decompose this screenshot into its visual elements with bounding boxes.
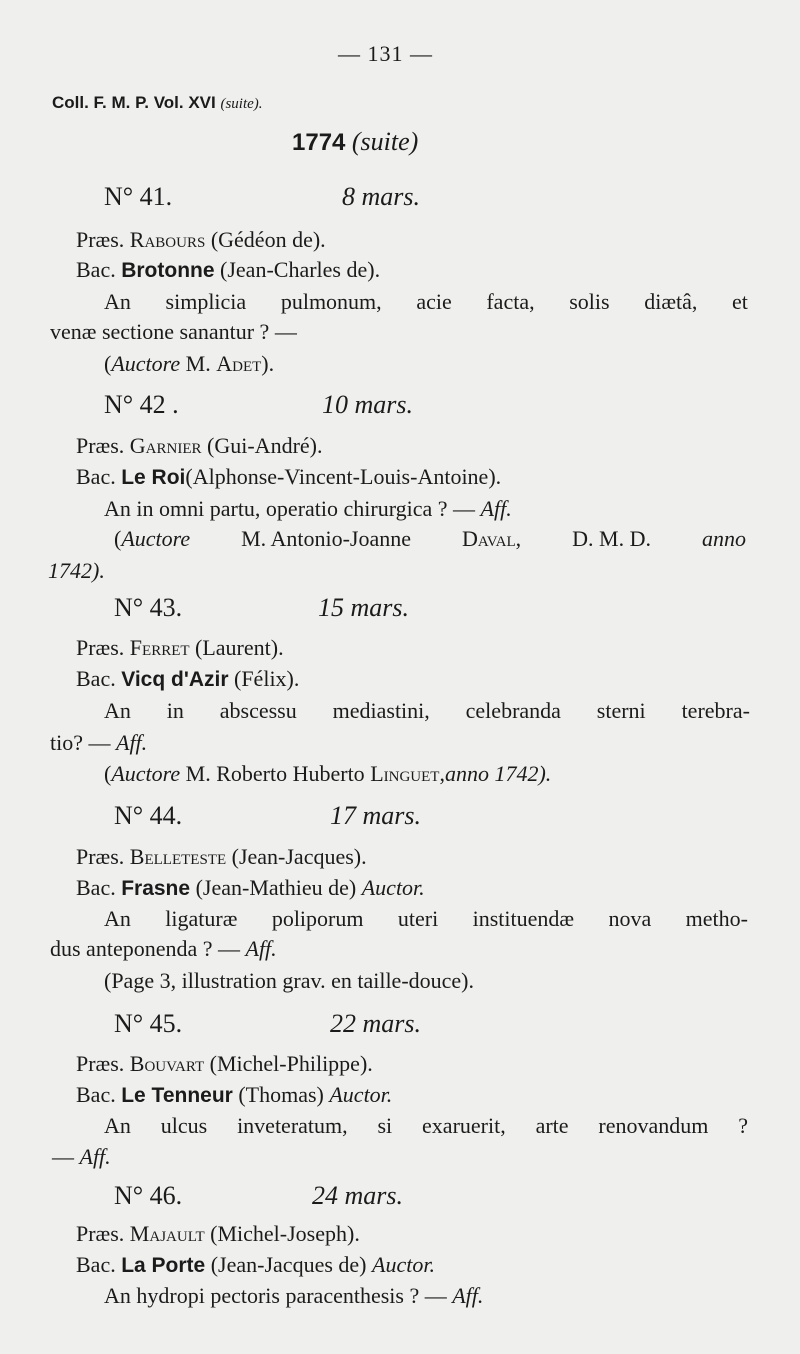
question-line-1	[104, 697, 750, 725]
praeses-name: Garnier	[129, 433, 202, 458]
bachelor-line	[76, 256, 380, 285]
auctor-word: Auctore	[111, 351, 181, 376]
question-text: dus anteponenda ? —	[50, 936, 240, 961]
collection-suite: (suite).	[220, 96, 263, 112]
question-text: An hydropi pectoris paracenthesis ? —	[104, 1283, 447, 1308]
bachelor-line	[76, 665, 299, 694]
question-line-2	[50, 729, 147, 757]
bachelor-given: (Alphonse-Vincent-Louis-Antoine).	[185, 464, 502, 489]
word: instituendæ	[472, 906, 575, 931]
praeses-label: Præs.	[76, 1051, 125, 1076]
question-line-1	[104, 1112, 748, 1140]
bachelor-label: Bac.	[76, 875, 116, 900]
paren: (	[104, 351, 112, 376]
praeses-line	[76, 432, 323, 460]
word: solis	[569, 289, 610, 314]
auctor-mark: Auctor.	[329, 1082, 393, 1107]
entry-number: N° 46.	[114, 1181, 183, 1210]
praeses-given: (Gui-André).	[207, 433, 323, 458]
note-line: (Page 3, illustration grav. en taille-douce).	[104, 968, 475, 993]
praeses-line	[76, 1050, 373, 1078]
word: pulmonum,	[280, 289, 382, 314]
bachelor-line	[76, 1081, 392, 1110]
word: si	[377, 1113, 393, 1138]
word: abscessu	[219, 698, 297, 723]
anno-word: anno	[444, 761, 489, 786]
praeses-name: Rabours	[129, 227, 206, 252]
word: et	[732, 289, 748, 314]
word: celebranda	[465, 698, 561, 723]
paren: ).	[261, 351, 275, 376]
word: An	[104, 1113, 131, 1138]
auctor-word: Auctore	[111, 761, 181, 786]
word: metho-	[685, 906, 748, 931]
question-line-2	[52, 1143, 111, 1171]
bachelor-line	[76, 463, 501, 492]
word: sterni	[596, 698, 646, 723]
anno-word: anno	[701, 526, 746, 551]
entry-number: N° 42 .	[104, 390, 179, 419]
praeses-given: (Laurent).	[195, 635, 284, 660]
bachelor-label: Bac.	[76, 257, 116, 282]
bachelor-name: Frasne	[121, 877, 191, 900]
affirmative: Aff.	[480, 496, 512, 521]
year-value: 1774	[292, 129, 346, 156]
bachelor-label: Bac.	[76, 666, 116, 691]
auctor-line	[104, 760, 551, 788]
affirmative: Aff.	[245, 936, 277, 961]
question-line-1	[104, 288, 748, 316]
bachelor-label: Bac.	[76, 1082, 116, 1107]
auctor-title: M. Antonio-Joanne	[241, 526, 412, 551]
affirmative: Aff.	[79, 1144, 111, 1169]
auctor-name: Adet	[216, 351, 262, 376]
bachelor-given: (Jean-Jacques de)	[210, 1252, 367, 1277]
word: inveteratum,	[237, 1113, 348, 1138]
word: ligaturæ	[165, 906, 238, 931]
praeses-name: Ferret	[129, 635, 190, 660]
entry-date: 17 mars.	[330, 801, 422, 830]
auctor-mark: Auctor.	[361, 875, 425, 900]
bachelor-name: Brotonne	[121, 259, 215, 282]
question-text: tio? —	[50, 730, 111, 755]
bachelor-given: (Jean-Mathieu de)	[195, 875, 357, 900]
praeses-line	[76, 226, 326, 254]
bachelor-line	[76, 1251, 435, 1280]
question-line-2	[50, 935, 277, 963]
question-text: An in omni partu, operatio chirurgica ? —	[104, 496, 476, 521]
entry-date: 15 mars.	[318, 593, 410, 622]
question-line-1	[104, 905, 748, 933]
praeses-name: Bouvart	[129, 1051, 205, 1076]
word: mediastini,	[332, 698, 430, 723]
entry-number: N° 43.	[114, 593, 183, 622]
year-suite: (suite)	[351, 127, 419, 156]
question-text: —	[52, 1144, 74, 1169]
praeses-given: (Gédéon de).	[210, 227, 326, 252]
auctor-line	[114, 525, 746, 553]
entry-date: 10 mars.	[322, 390, 414, 419]
praeses-given: (Jean-Jacques).	[231, 844, 367, 869]
bachelor-name: Vicq d'Azir	[121, 668, 229, 691]
bachelor-name: Le Roi	[121, 466, 186, 489]
year-heading	[292, 128, 418, 157]
entry-date: 8 mars.	[342, 182, 421, 211]
entry-number: N° 41.	[104, 182, 173, 211]
word: acie	[416, 289, 452, 314]
bachelor-label: Bac.	[76, 1252, 116, 1277]
auctor-name: Linguet,	[370, 761, 445, 786]
question-line-1	[104, 1282, 483, 1310]
auctor-year: 1742).	[494, 761, 552, 786]
bachelor-given: (Jean-Charles de).	[220, 257, 381, 282]
praeses-line	[76, 634, 284, 662]
word: exaruerit,	[422, 1113, 506, 1138]
paren: (	[104, 761, 112, 786]
auctor-line	[104, 350, 274, 378]
praeses-label: Præs.	[76, 1221, 125, 1246]
auctor-mark: Auctor.	[372, 1252, 435, 1277]
bachelor-label: Bac.	[76, 464, 116, 489]
word: An	[104, 289, 131, 314]
praeses-label: Præs.	[76, 433, 125, 458]
auctor-name: Daval,	[461, 526, 522, 551]
praeses-line	[76, 1220, 360, 1248]
question-line-2: venæ sectione sanantur ? —	[50, 319, 297, 344]
praeses-name: Majault	[129, 1221, 205, 1246]
bachelor-given: (Thomas)	[238, 1082, 324, 1107]
praeses-label: Præs.	[76, 227, 125, 252]
word: uteri	[397, 906, 439, 931]
word: simplicia	[165, 289, 247, 314]
word: ?	[738, 1113, 748, 1138]
word: nova	[608, 906, 652, 931]
bachelor-line	[76, 874, 425, 903]
praeses-label: Præs.	[76, 635, 125, 660]
word: arte	[535, 1113, 569, 1138]
page-number: — 131 —	[338, 41, 433, 66]
question-line-1	[104, 495, 512, 523]
collection-title: Coll. F. M. P. Vol. XVI	[52, 93, 216, 112]
praeses-line	[76, 843, 367, 871]
bachelor-given: (Félix).	[234, 666, 300, 691]
word: An	[104, 698, 131, 723]
auctor-year: 1742).	[48, 558, 105, 583]
paren: (	[114, 526, 122, 551]
word: terebra-	[681, 698, 750, 723]
entry-number: N° 45.	[114, 1009, 183, 1038]
praeses-name: Belleteste	[129, 844, 227, 869]
praeses-given: (Michel-Philippe).	[209, 1051, 373, 1076]
word: in	[166, 698, 184, 723]
entry-date: 24 mars.	[312, 1181, 404, 1210]
auctor-title: M.	[185, 351, 211, 376]
affirmative: Aff.	[452, 1283, 484, 1308]
bachelor-name: La Porte	[121, 1254, 206, 1277]
word: ulcus	[160, 1113, 208, 1138]
word: facta,	[486, 289, 535, 314]
entry-number: N° 44.	[114, 801, 183, 830]
word: poliporum	[271, 906, 364, 931]
collection-header	[52, 89, 263, 118]
word: renovandum	[598, 1113, 709, 1138]
praeses-given: (Michel-Joseph).	[210, 1221, 360, 1246]
bachelor-name: Le Tenneur	[121, 1084, 233, 1107]
entry-date: 22 mars.	[330, 1009, 422, 1038]
auctor-degree: D. M. D.	[572, 526, 651, 551]
word: diætâ,	[644, 289, 698, 314]
auctor-word: Auctore	[121, 526, 191, 551]
auctor-title: M. Roberto Huberto	[185, 761, 365, 786]
affirmative: Aff.	[116, 730, 148, 755]
praeses-label: Præs.	[76, 844, 125, 869]
word: An	[104, 906, 131, 931]
